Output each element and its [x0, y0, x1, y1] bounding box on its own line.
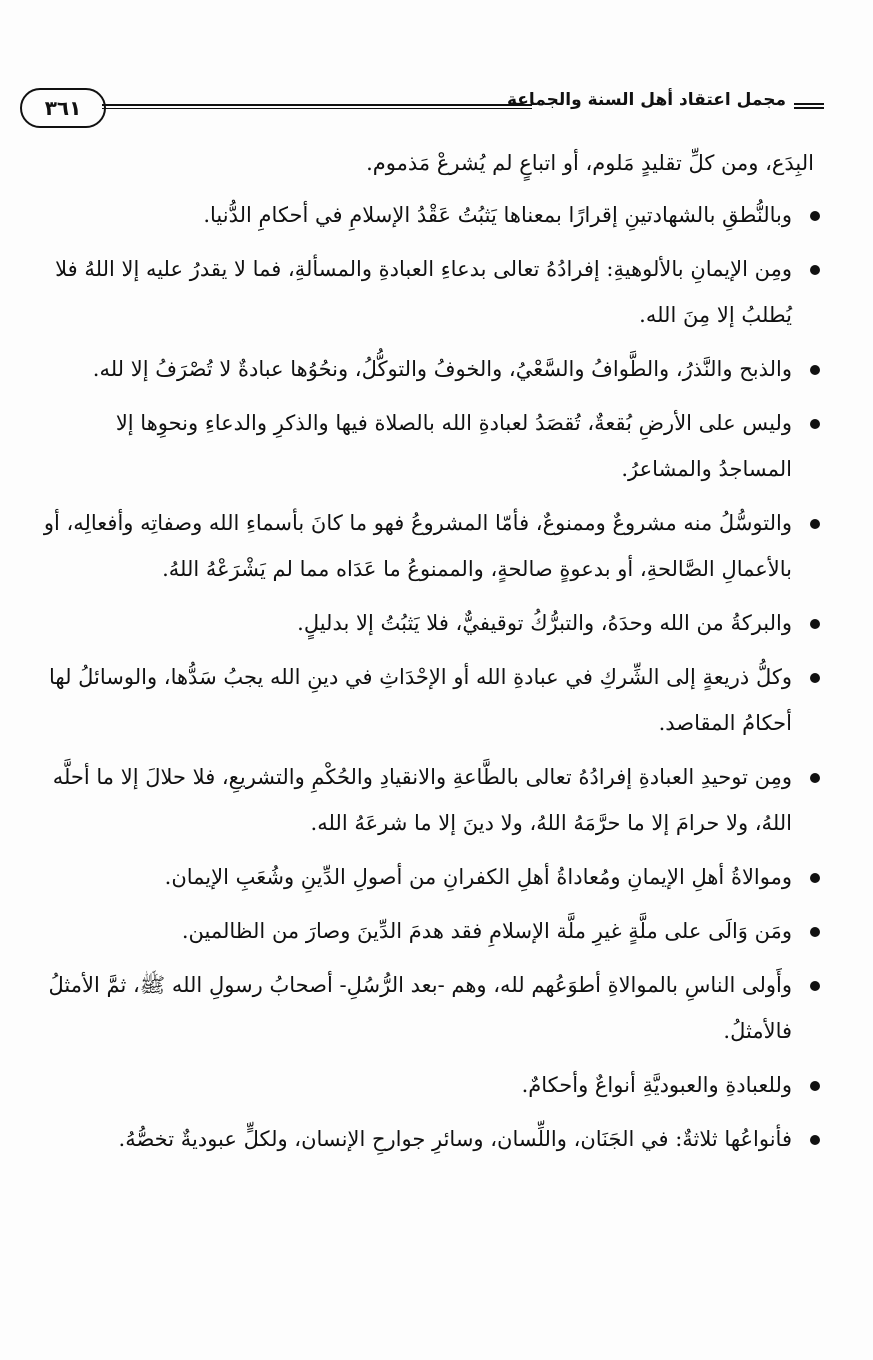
bullet-icon: [810, 365, 820, 375]
header-rule: [102, 104, 532, 109]
list-item-text: والذبح والنَّذرُ، والطَّوافُ والسَّعْيُ، والخوفُ والتوكُّلُ، ونحُوُها عبادةٌ لا تُصْرَفُ إلا لله.: [92, 357, 792, 381]
bullet-icon: [810, 1081, 820, 1091]
bullet-icon: [810, 873, 820, 883]
header-ornament-icon: [794, 103, 824, 109]
list-item-text: وبالنُّطقِ بالشهادتينِ إقرارًا بمعناها يَثبُتُ عَقْدُ الإسلامِ في أحكامِ الدُّنيا.: [203, 203, 792, 227]
list-item: [42, 246, 820, 338]
list-item: [42, 854, 820, 900]
page-body: [42, 140, 820, 1170]
list-item-text: ومِن توحيدِ العبادةِ إفرادُهُ تعالى بالطَّاعةِ والانقيادِ والحُكْمِ والتشريعِ، فلا حلالَ إلا ما أحلَّه اللهُ، ولا حرامَ إلا ما حرَّمَهُ اللهُ، ولا دينَ إلا ما شرعَهُ الله.: [52, 765, 792, 835]
list-item: [42, 600, 820, 646]
list-item: [42, 400, 820, 492]
list-item: [42, 908, 820, 954]
list-item-text: والتوسُّلُ منه مشروعٌ وممنوعٌ، فأمّا المشروعُ فهو ما كانَ بأسماءِ الله وصفاتِه وأفعالِه، أو بالأعمالِ الصَّالحةِ، أو بدعوةٍ صالحةٍ، والممنوعُ ما عَدَاه مما لم يَشْرَعْهُ اللهُ.: [43, 511, 792, 581]
list-item: [42, 754, 820, 846]
bullet-list: [42, 192, 820, 1162]
list-item-text: وموالاةُ أهلِ الإيمانِ ومُعاداةُ أهلِ الكفرانِ من أصولِ الدِّينِ وشُعَبِ الإيمان.: [164, 865, 792, 889]
list-item-text: وللعبادةِ والعبوديَّةِ أنواعٌ وأحكامٌ.: [521, 1073, 792, 1097]
list-item-text: ومَن وَالَى على ملَّةٍ غيرِ ملَّة الإسلامِ فقد هدمَ الدِّينَ وصارَ من الظالمين.: [181, 919, 792, 943]
list-item: [42, 962, 820, 1054]
list-item: [42, 654, 820, 746]
bullet-icon: [810, 265, 820, 275]
list-item-text: وكلُّ ذريعةٍ إلى الشِّركِ في عبادةِ الله أو الإحْدَاثِ في دينِ الله يجبُ سَدُّها، والوسائلُ لها أحكامُ المقاصد.: [49, 665, 792, 735]
list-item: [42, 1062, 820, 1108]
bullet-icon: [810, 981, 820, 991]
bullet-icon: [810, 773, 820, 783]
running-title: مجمل اعتقاد أهل السنة والجماعة: [506, 90, 786, 110]
continued-paragraph: البِدَع، ومن كلِّ تقليدٍ مَلوم، أو اتباعٍ لم يُشرعْ مَذموم.: [366, 151, 814, 175]
bullet-icon: [810, 419, 820, 429]
bullet-icon: [810, 927, 820, 937]
list-item: [42, 346, 820, 392]
list-item: [42, 1116, 820, 1162]
list-item: [42, 192, 820, 238]
bullet-icon: [810, 519, 820, 529]
page-number: ٣٦١: [20, 88, 106, 128]
bullet-icon: [810, 211, 820, 221]
list-item-text: ومِن الإيمانِ بالألوهيةِ: إفرادُهُ تعالى بدعاءِ العبادةِ والمسألةِ، فما لا يقدرُ عليه إلا اللهُ فلا يُطلبُ إلا مِنَ الله.: [55, 257, 792, 327]
list-item-text: والبركةُ من الله وحدَهُ، والتبرُّكُ توقيفيٌّ، فلا يَثبُتُ إلا بدليلٍ.: [297, 611, 792, 635]
bullet-icon: [810, 619, 820, 629]
list-item-text: فأنواعُها ثلاثةٌ: في الجَنَان، واللِّسان، وسائرِ جوارحِ الإنسان، ولكلٍّ عبوديةٌ تخصُّهُ.: [118, 1127, 792, 1151]
bullet-icon: [810, 673, 820, 683]
list-item-text: وليس على الأرضِ بُقعةٌ، تُقصَدُ لعبادةِ الله بالصلاة فيها والذكرِ والدعاءِ ونحوِها إلا المساجدُ والمشاعرُ.: [115, 411, 792, 481]
list-item: [42, 500, 820, 592]
page-header: [20, 86, 830, 132]
list-item-text: وأَولى الناسِ بالموالاةِ أطوَعُهم لله، وهم -بعد الرُّسُلِ- أصحابُ رسولِ الله ﷺ، ثمَّ الأمثلُ فالأمثلُ.: [48, 973, 792, 1043]
bullet-icon: [810, 1135, 820, 1145]
